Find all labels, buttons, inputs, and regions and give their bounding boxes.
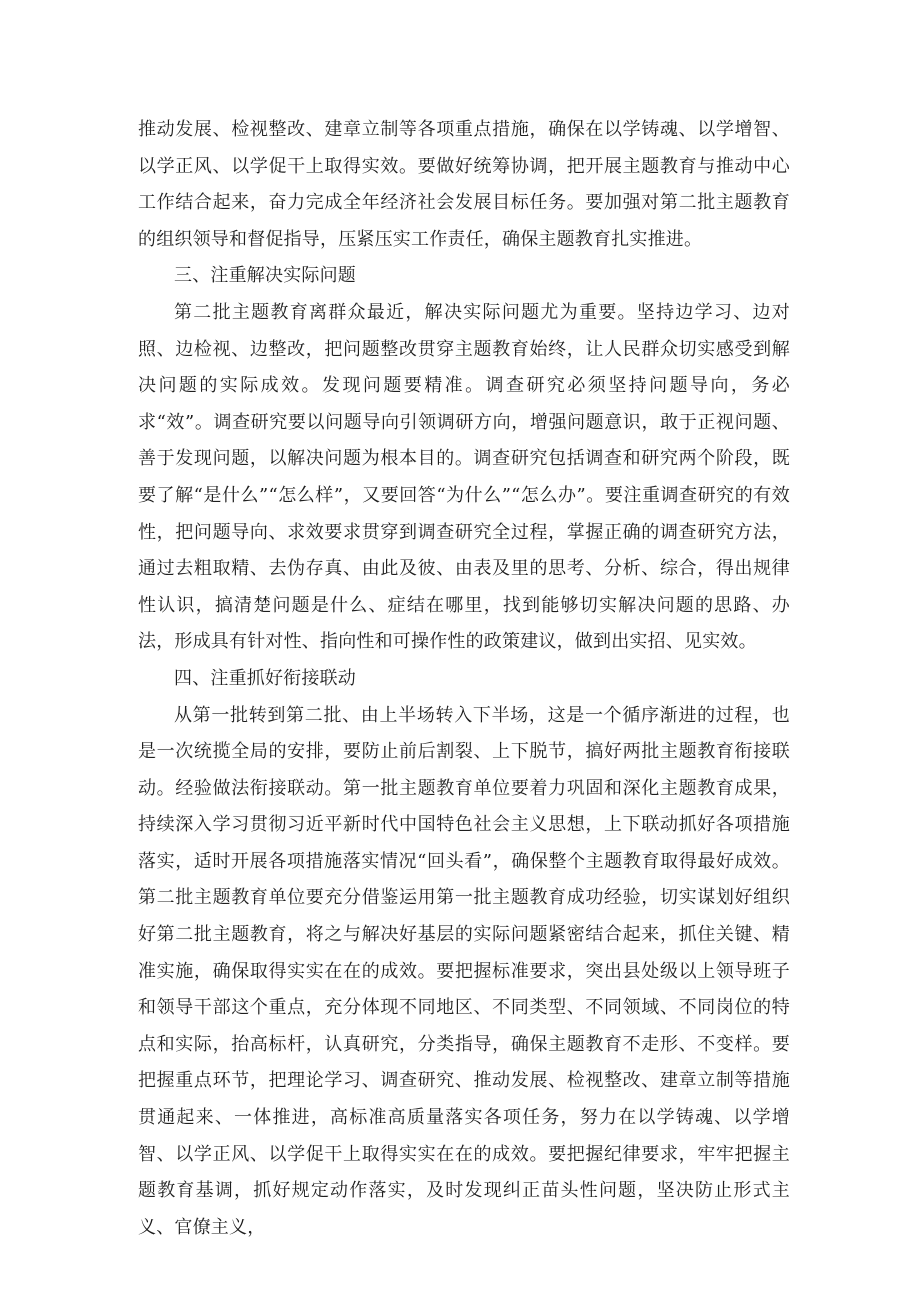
body-paragraph-continuation: 推动发展、检视整改、建章立制等各项重点措施，确保在以学铸魂、以学增智、以学正风、以学促干上取得实效。要做好统筹协调，把开展主题教育与推动中心工作结合起来，奋力完成全年经济社会发展目标任务。要加强对第二批主题教育的组织领导和督促指导，压紧压实工作责任，确保主题教育扎实推进。: [138, 119, 790, 250]
body-paragraph-section-four: 从第一批转到第二批、由上半场转入下半场，这是一个循序渐进的过程，也是一次统揽全局的安排，要防止前后割裂、上下脱节，搞好两批主题教育衔接联动。经验做法衔接联动。第一批主题教育单位要着力巩固和深化主题教育成果，持续深入学习贯彻习近平新时代中国特色社会主义思想，上下联动抓好各项措施落实，适时开展各项措施落实情况“回头看”，确保整个主题教育取得最好成效。第二批主题教育单位要充分借鉴运用第一批主题教育成功经验，切实谋划好组织好第二批主题教育，将之与解决好基层的实际问题紧密结合起来，抓住关键、精准实施，确保取得实实在在的成效。要把握标准要求，突出县处级以上领导班子和领导干部这个重点，充分体现不同地区、不同类型、不同领域、不同岗位的特点和实际，抬高标杆，认真研究，分类指导，确保主题教育不走形、不变样。要把握重点环节，把理论学习、调查研究、推动发展、检视整改、建章立制等措施贯通起来、一体推进，高标准高质量落实各项任务，努力在以学铸魂、以学增智、以学正风、以学促干上取得实实在在的成效。要把握纪律要求，牢牢把握主题教育基调，抓好规定动作落实，及时发现纠正苗头性问题，坚决防止形式主义、官僚主义，: [138, 704, 790, 1238]
text-column: [138, 112, 790, 1246]
section-heading-four: 四、注重抓好衔接联动: [174, 667, 356, 689]
body-paragraph-section-three: 第二批主题教育离群众最近，解决实际问题尤为重要。坚持边学习、边对照、边检视、边整改，把问题整改贯穿主题教育始终，让人民群众切实感受到解决问题的实际成效。发现问题要精准。调查研究必须坚持问题导向，务必求“效”。调查研究要以问题导向引领调研方向，增强问题意识，敢于正视问题、善于发现问题，以解决问题为根本目的。调查研究包括调查和研究两个阶段，既要了解“是什么”“怎么样”，又要回答“为什么”“怎么办”。要注重调查研究的有效性，把问题导向、求效要求贯穿到调查研究全过程，掌握正确的调查研究方法，通过去粗取精、去伪存真、由此及彼、由表及里的思考、分析、综合，得出规律性认识，搞清楚问题是什么、症结在哪里，找到能够切实解决问题的思路、办法，形成具有针对性、指向性和可操作性的政策建议，做到出实招、见实效。: [138, 301, 790, 653]
section-heading-three: 三、注重解决实际问题: [174, 265, 356, 287]
